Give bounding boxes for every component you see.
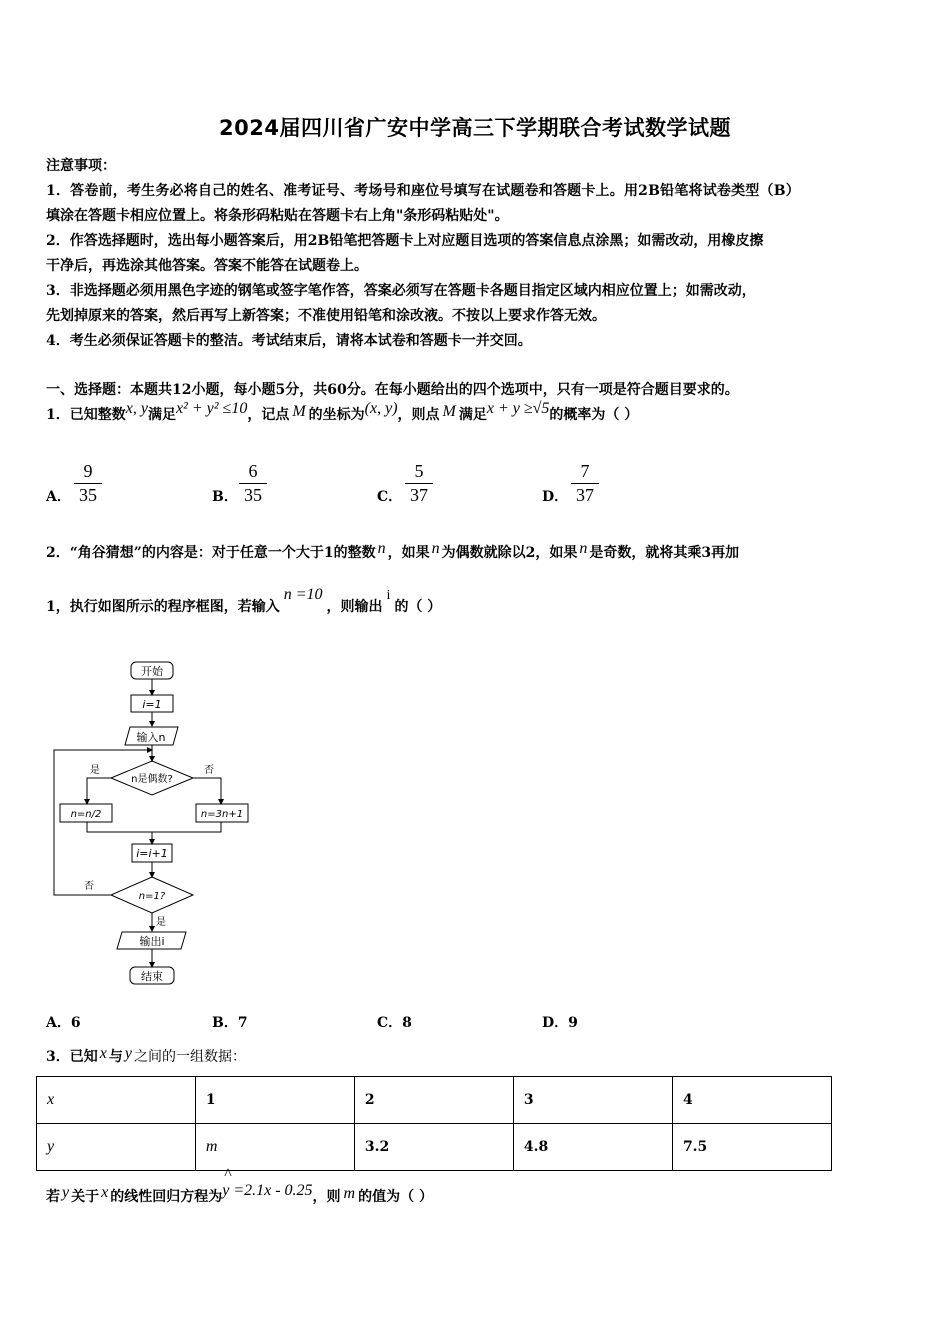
flow-start-text: 开始 — [141, 665, 163, 678]
q1-text-3: ，记点 — [247, 407, 290, 423]
q1-option-c-num: 5 — [405, 461, 433, 484]
table-cell: m — [195, 1124, 354, 1171]
table-cell: 1 — [195, 1077, 354, 1124]
q2-text-2: ，如果 — [387, 545, 430, 561]
q1-option-a-den: 35 — [79, 485, 97, 505]
table-cell: 7.5 — [672, 1124, 831, 1171]
q2-math-input — [284, 586, 323, 603]
flow-cond2-text: n=1? — [138, 891, 166, 902]
q3-text-2: 与 — [108, 1049, 123, 1065]
q2-text-1: 2．“角谷猜想”的内容是：对于任意一个大于1的整数 — [46, 545, 376, 561]
q3-math-x: x — [99, 1045, 107, 1062]
q1-math-m: M — [292, 403, 306, 420]
notice-line-7: 4．考生必须保证答题卡的整洁。考试结束后，请将本试卷和答题卡一并交回。 — [46, 333, 532, 349]
table-cell: 4 — [672, 1077, 831, 1124]
q3-text-3: 之间的一组数据： — [133, 1049, 246, 1065]
q2-text-5: 1，执行如图所示的程序框图，若输入 — [46, 599, 280, 615]
flow-no1-text: 否 — [204, 765, 214, 776]
flow-end-text: 结束 — [141, 970, 163, 983]
q3-after-math-x: x — [101, 1184, 109, 1201]
notice-heading: 注意事项： — [46, 158, 116, 174]
table-cell: 4.8 — [513, 1124, 672, 1171]
table-cell: y — [37, 1124, 196, 1171]
q1-option-c-den: 37 — [410, 485, 428, 505]
question-3-stem — [46, 1046, 246, 1066]
q2-text-3: 为偶数就除以2，如果 — [441, 545, 578, 561]
q3-after-text-4: ，则 — [312, 1189, 341, 1205]
q3-after-text-2: 关于 — [71, 1189, 100, 1205]
table-cell: 3.2 — [354, 1124, 513, 1171]
q2-option-c-label: C． — [377, 1015, 403, 1031]
q2-text-6: ，则输出 — [326, 599, 383, 615]
q2-option-a — [46, 1012, 81, 1032]
q2-text-4: 是奇数，就将其乘3再加 — [589, 545, 740, 561]
q2-math-n1: n — [377, 540, 386, 557]
q1-option-c-fraction — [405, 461, 433, 506]
q3-text-1: 3．已知 — [46, 1049, 98, 1065]
q2-math-n3: n — [579, 540, 588, 557]
q1-text-4: 的坐标为 — [308, 407, 365, 423]
flow-right-text: n=3n+1 — [200, 809, 244, 820]
flow-inc-text: i=i+1 — [136, 847, 168, 860]
q3-math-y: y — [124, 1045, 132, 1062]
q2-option-b-label: B． — [212, 1015, 238, 1031]
flowchart — [40, 655, 260, 995]
q1-option-b-fraction — [239, 461, 267, 506]
q3-data-table — [36, 1076, 832, 1171]
notice-line-1: 1．答卷前，考生务必将自己的姓名、准考证号、考场号和座位号填写在试题卷和答题卡上。用2B铅笔将试卷类型（B） — [46, 183, 800, 199]
table-cell: 2 — [354, 1077, 513, 1124]
notice-line-2: 填涂在答题卡相应位置上。将条形码粘贴在答题卡右上角"条形码粘贴处"。 — [46, 208, 509, 224]
q3-after-text-5: 的值为（ ） — [358, 1189, 433, 1205]
notice-line-6: 先划掉原来的答案，然后再写上新答案；不准使用铅笔和涂改液。不按以上要求作答无效。 — [46, 308, 606, 324]
page-title: 2024届四川省广安中学高三下学期联合考试数学试题 — [219, 116, 731, 140]
q1-text-6: 满足 — [458, 407, 487, 423]
q1-option-a-label: A． — [46, 489, 71, 505]
q2-option-d — [542, 1012, 578, 1032]
q1-option-d-num: 7 — [571, 461, 599, 484]
q2-option-b-value: 7 — [237, 1015, 248, 1031]
q3-after-math-eq: y =2.1x - 0.25 — [222, 1182, 313, 1199]
q2-math-input-text: n =10 — [283, 586, 323, 603]
table-cell: 3 — [513, 1077, 672, 1124]
q2-option-a-label: A． — [46, 1015, 71, 1031]
notice-line-4: 干净后，再选涂其他答案。答案不能答在试题卷上。 — [46, 258, 368, 274]
q2-option-b — [212, 1012, 248, 1032]
flow-yes2-text: 是 — [156, 917, 166, 928]
q1-option-d-label: D． — [542, 489, 569, 505]
q2-text-7: 的（ ） — [394, 599, 442, 615]
q2-math-i: i — [386, 588, 391, 603]
q2-option-d-value: 9 — [568, 1015, 578, 1031]
q1-math-coord: (x, y) — [364, 400, 398, 417]
q1-option-b-label: B． — [212, 489, 238, 505]
notice-line-5: 3．非选择题必须用黑色字迹的钢笔或签字笔作答，答案必须写在答题卡各题目指定区域内相应位置上；如需改动， — [46, 283, 756, 299]
table-row — [37, 1124, 832, 1171]
q1-option-b-den: 35 — [244, 485, 262, 505]
question-2-stem-line-2 — [46, 586, 442, 616]
q3-after-text-3: 的线性回归方程为 — [110, 1189, 223, 1205]
q3-after-text-1: 若 — [46, 1189, 60, 1205]
q2-option-a-value: 6 — [70, 1015, 81, 1031]
flow-cond1-text: n是偶数? — [131, 774, 173, 785]
flow-no2-text: 否 — [84, 881, 94, 892]
question-2-stem-line-1 — [46, 542, 739, 562]
q1-math-m2: M — [442, 403, 456, 420]
q1-option-c-label: C． — [377, 489, 403, 505]
q1-option-a-num: 9 — [74, 461, 102, 484]
q2-option-c-value: 8 — [402, 1015, 412, 1031]
flow-init-text: i=1 — [142, 698, 162, 711]
q1-text-7: 的概率为（ ） — [549, 407, 639, 423]
flow-input-text: 输入n — [136, 731, 166, 744]
table-row — [37, 1077, 832, 1124]
q1-option-d-den: 37 — [576, 485, 594, 505]
notice-line-3: 2．作答选择题时，选出每小题答案后，用2B铅笔把答题卡上对应题目选项的答案信息点涂黑；如需改动，用橡皮擦 — [46, 233, 764, 249]
q2-option-d-label: D． — [542, 1015, 569, 1031]
flow-left-text: n=n/2 — [70, 809, 102, 820]
q1-math-cond: x + y ≥√5 — [486, 400, 550, 417]
q2-option-c — [377, 1012, 412, 1032]
section-heading: 一、选择题：本题共12小题，每小题5分，共60分。在每小题给出的四个选项中，只有一项是符合题目要求的。 — [46, 382, 739, 398]
q1-math-ineq: x² + y² ≤10 — [175, 400, 248, 417]
q3-hat: ^ — [224, 1166, 232, 1183]
q2-math-n2: n — [431, 540, 440, 557]
q1-option-b-num: 6 — [239, 461, 267, 484]
q3-after-math-y: y — [62, 1184, 70, 1201]
table-cell: x — [37, 1077, 196, 1124]
flow-output-text: 输出i — [139, 935, 165, 948]
flow-yes1-text: 是 — [90, 765, 100, 776]
q3-regression-equation — [222, 1166, 313, 1206]
question-1-stem — [46, 400, 639, 434]
q1-text-2: 满足 — [147, 407, 176, 423]
q1-text-1: 1．已知整数 — [46, 407, 126, 423]
q1-option-d-fraction — [571, 461, 599, 506]
q1-text-5: ，则点 — [397, 407, 440, 423]
q1-option-a-fraction — [74, 461, 102, 506]
question-3-followup — [46, 1166, 433, 1206]
q1-math-xy: x, y — [125, 400, 148, 417]
q3-after-math-m: m — [343, 1185, 356, 1202]
